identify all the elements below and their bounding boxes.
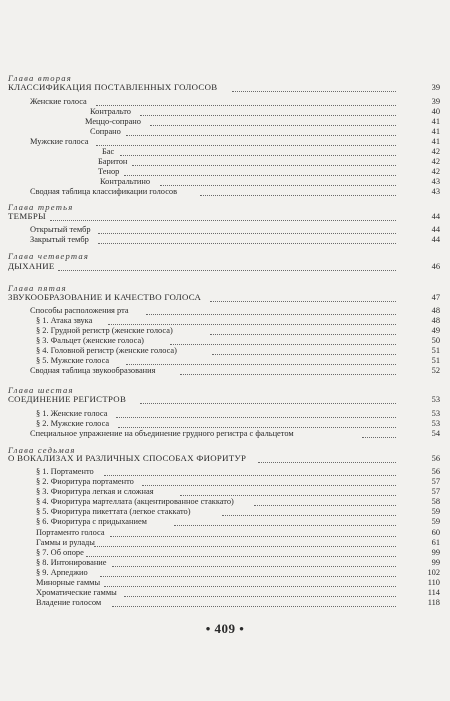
entry-title: § 7. Об опоре [36,548,84,557]
entry-title: Женские голоса [30,97,87,106]
entry-title: Минорные гаммы [36,578,101,587]
entry-page: 57 [431,487,440,496]
entry-title: ЗВУКООБРАЗОВАНИЕ И КАЧЕСТВО ГОЛОСА [8,292,202,302]
entry-page: 51 [431,346,440,355]
entry-page: 54 [431,429,440,438]
entry-title: Гаммы и рулады [36,538,95,547]
entry-page: 53 [431,409,440,418]
entry-page: 118 [427,598,440,607]
entry-title: Сводная таблица классификации голосов [30,187,178,196]
bleed-through [360,62,362,70]
entry-title: § 3. Фальцет (женские голоса) [36,336,144,345]
entry-title: ТЕМБРЫ [8,211,46,221]
entry-page: 51 [431,356,440,365]
entry-title: О ВОКАЛИЗАХ И РАЗЛИЧНЫХ СПОСОБАХ ФИОРИТУР [8,453,247,463]
entry-page: 53 [431,419,440,428]
entry-title: СОЕДИНЕНИЕ РЕГИСТРОВ [8,394,127,404]
entry-page: 52 [431,366,440,375]
entry-page: 47 [431,293,440,302]
toc-entry[interactable] [0,428,450,439]
entry-title: Владение голосом [36,598,102,607]
entry-title: Сводная таблица звукообразования [30,366,156,375]
entry-page: 42 [431,157,440,166]
toc-entry[interactable] [0,82,450,93]
entry-title: § 2. Фиоритура портаменто [36,477,134,486]
entry-title: § 5. Фиоритура пикеттата (легкое стаккато) [36,507,191,516]
entry-title: Мужские голоса [30,137,89,146]
entry-page: 46 [431,262,440,271]
toc-entry[interactable] [0,234,450,245]
entry-title: § 6. Фиоритура с придыханием [36,517,147,526]
entry-title: Специальное упражнение на объединение грудного регистра с фальцетом [30,429,294,438]
entry-title: Баритон [98,157,128,166]
entry-page: 99 [431,558,440,567]
entry-page: 53 [431,395,440,404]
entry-page: 41 [431,117,440,126]
entry-title: § 9. Арпеджио [36,568,88,577]
entry-title: КЛАССИФИКАЦИЯ ПОСТАВЛЕННЫХ ГОЛОСОВ [8,82,218,92]
entry-page: 43 [431,177,440,186]
entry-title: Контральто [90,107,131,116]
entry-title: § 1. Атака звука [36,316,93,325]
entry-page: 110 [427,578,440,587]
entry-title: Хроматические гаммы [36,588,117,597]
toc-entry[interactable] [0,292,450,303]
entry-title: Бас [102,147,115,156]
entry-title: Портаменто голоса [36,528,105,537]
entry-page: 57 [431,477,440,486]
chapter-label: Глава шестая [8,385,74,395]
entry-title: § 5. Мужские голоса [36,356,110,365]
entry-page: 39 [431,83,440,92]
chapter-label: Глава седьмая [8,445,76,455]
chapter-label: Глава четвертая [8,251,90,261]
entry-page: 41 [431,137,440,146]
entry-title: § 8. Интонирование [36,558,107,567]
entry-page: 61 [431,538,440,547]
entry-page: 48 [431,316,440,325]
toc-entry[interactable] [0,453,450,464]
entry-title: Открытый тембр [30,225,91,234]
entry-page: 50 [431,336,440,345]
entry-page: 59 [431,507,440,516]
entry-page: 56 [431,467,440,476]
entry-title: Способы расположения рта [30,306,129,315]
entry-page: 114 [427,588,440,597]
entry-page: 99 [431,548,440,557]
toc-entry[interactable] [0,516,450,527]
entry-page: 59 [431,517,440,526]
entry-page: 44 [431,225,440,234]
entry-title: ДЫХАНИЕ [8,261,55,271]
chapter-label: Глава вторая [8,73,72,83]
entry-page: 48 [431,306,440,315]
entry-page: 41 [431,127,440,136]
chapter-label: Глава пятая [8,283,67,293]
entry-title: § 1. Портаменто [36,467,94,476]
entry-page: 44 [431,212,440,221]
chapter-label: Глава третья [8,202,74,212]
entry-title: Меццо-сопрано [85,117,141,126]
page-number: • 409 • [205,621,245,636]
toc-entry[interactable] [0,186,450,197]
entry-title: Контральтино [100,177,151,186]
entry-title: § 2. Мужские голоса [36,419,110,428]
entry-title: § 3. Фиоритура легкая и сложная [36,487,154,496]
toc-entry[interactable] [0,394,450,405]
toc-entry[interactable] [0,365,450,376]
entry-page: 49 [431,326,440,335]
entry-page: 42 [431,147,440,156]
entry-page: 102 [427,568,440,577]
toc-entry[interactable] [0,211,450,222]
entry-page: 56 [431,454,440,463]
entry-page: 40 [431,107,440,116]
entry-page: 43 [431,187,440,196]
entry-page: 44 [431,235,440,244]
entry-title: § 4. Головной регистр (женские голоса) [36,346,177,355]
entry-title: Тенор [98,167,120,176]
entry-page: 39 [431,97,440,106]
entry-page: 42 [431,167,440,176]
entry-title: § 2. Грудной регистр (женские голоса) [36,326,173,335]
entry-page: 58 [431,497,440,506]
entry-page: 60 [431,528,440,537]
entry-title: § 1. Женские голоса [36,409,108,418]
toc-entry[interactable] [0,597,450,608]
entry-title: Закрытый тембр [30,235,89,244]
entry-title: § 4. Фиоритура мартеллата (акцентированное стаккато) [36,497,234,506]
entry-title: Сопрано [90,127,121,136]
toc-entry[interactable] [0,261,450,272]
